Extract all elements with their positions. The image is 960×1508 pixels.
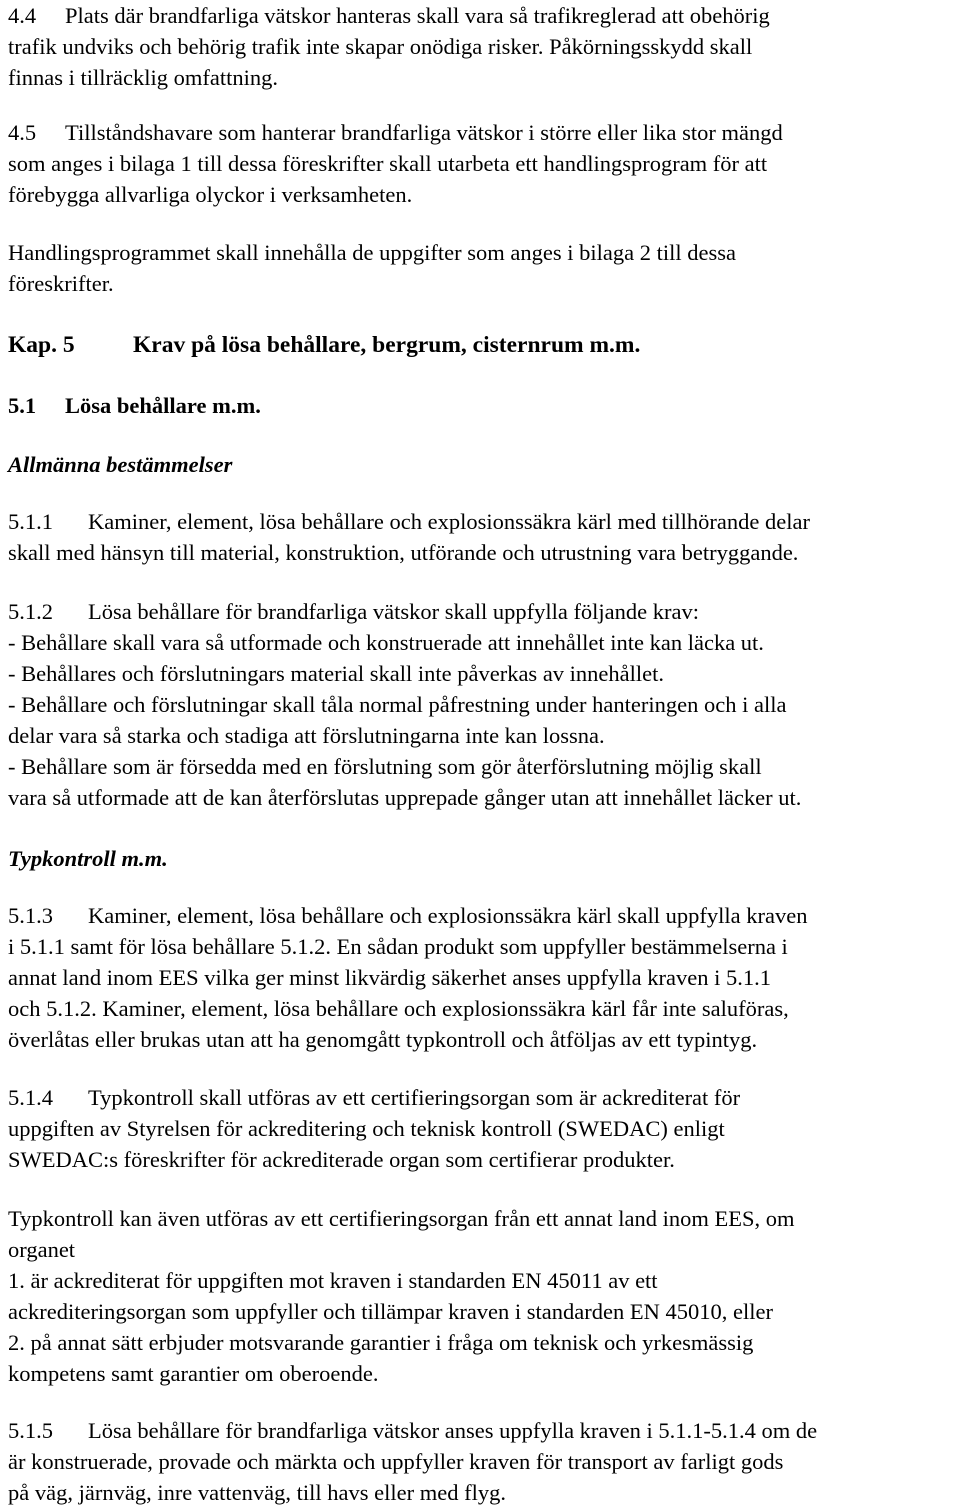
paragraph-line: överlåtas eller brukas utan att ha genomgått typkontroll och åtföljas av ett typintyg.: [8, 1027, 758, 1052]
subheading-allmanna: Allmänna bestämmelser: [8, 452, 233, 477]
paragraph-line: - Behållare och förslutningar skall tåla normal påfrestning under hanteringen och i alla: [8, 692, 787, 717]
paragraph-line: - Behållare skall vara så utformade och konstruerade att innehållet inte kan läcka ut.: [8, 630, 764, 655]
paragraph-number: 5.1.3: [8, 903, 53, 928]
list-item: 2. på annat sätt erbjuder motsvarande garantier i fråga om teknisk och yrkesmässig: [8, 1330, 754, 1355]
paragraph-line: annat land inom EES vilka ger minst likvärdig säkerhet anses uppfylla kraven i 5.1.1: [8, 965, 771, 990]
section-heading: [8, 390, 956, 421]
paragraph-line: är konstruerade, provade och märkta och uppfyller kraven för transport av farligt gods: [8, 1449, 784, 1474]
paragraph-5-1-1: [8, 506, 956, 568]
paragraph-line: vara så utformade att de kan återförslutas upprepade gånger utan att innehållet läcker ut.: [8, 785, 802, 810]
paragraph-line: i 5.1.1 samt för lösa behållare 5.1.2. En sådan produkt som uppfyller bestämmelserna i: [8, 934, 788, 959]
paragraph-line: Kaminer, element, lösa behållare och explosionssäkra kärl skall uppfylla kraven: [88, 903, 808, 928]
paragraph-line: trafik undviks och behörig trafik inte skapar onödiga risker. Påkörningsskydd skall: [8, 34, 753, 59]
paragraph-5-1-3: [8, 900, 956, 1055]
paragraph-line: Lösa behållare för brandfarliga vätskor anses uppfylla kraven i 5.1.1-5.1.4 om de: [88, 1418, 818, 1443]
paragraph-line: Plats där brandfarliga vätskor hanteras skall vara så trafikreglerad att obehörig: [65, 3, 770, 28]
paragraph-line: Tillståndshavare som hanterar brandfarliga vätskor i större eller lika stor mängd: [65, 120, 783, 145]
paragraph-line: på väg, järnväg, inre vattenväg, till havs eller med flyg.: [8, 1480, 506, 1505]
list-item: 1. är ackrediterat för uppgiften mot kraven i standarden EN 45011 av ett: [8, 1268, 658, 1293]
subheading-typkontroll: Typkontroll m.m.: [8, 846, 168, 871]
paragraph-number: 5.1.5: [8, 1418, 53, 1443]
paragraph-number: 4.4: [8, 3, 37, 28]
paragraph-line: Typkontroll kan även utföras av ett certifieringsorgan från ett annat land inom EES, om: [8, 1206, 795, 1231]
paragraph-line: ackrediteringsorgan som uppfyller och tillämpar kraven i standarden EN 45010, eller: [8, 1299, 773, 1324]
chapter-label: Kap. 5: [8, 332, 75, 358]
paragraph-5-1-4: [8, 1082, 956, 1175]
paragraph-line: förebygga allvarliga olyckor i verksamheten.: [8, 182, 413, 207]
paragraph-line: kompetens samt garantier om oberoende.: [8, 1361, 379, 1386]
paragraph-5-1-5: [8, 1415, 956, 1508]
paragraph-line: finnas i tillräcklig omfattning.: [8, 65, 278, 90]
paragraph-line: Kaminer, element, lösa behållare och explosionssäkra kärl med tillhörande delar: [88, 509, 810, 534]
chapter-title: Krav på lösa behållare, bergrum, cisternrum m.m.: [133, 332, 641, 358]
paragraph-number: 5.1.4: [8, 1085, 53, 1110]
paragraph-4-4: [8, 0, 956, 93]
paragraph-line: föreskrifter.: [8, 271, 114, 296]
chapter-heading: [8, 330, 956, 361]
paragraph-line: Typkontroll skall utföras av ett certifieringsorgan som är ackrediterat för: [88, 1085, 741, 1110]
paragraph-number: 4.5: [8, 120, 37, 145]
paragraph-5-1-2: [8, 596, 956, 813]
paragraph-handlingsprogram: [8, 237, 956, 299]
section-number: 5.1: [8, 393, 37, 418]
paragraph-4-5: [8, 117, 956, 210]
paragraph-line: och 5.1.2. Kaminer, element, lösa behållare och explosionssäkra kärl får inte saluföras,: [8, 996, 789, 1021]
paragraph-number: 5.1.1: [8, 509, 53, 534]
paragraph-typkontroll-ees: [8, 1203, 956, 1389]
paragraph-line: SWEDAC:s föreskrifter för ackrediterade organ som certifierar produkter.: [8, 1147, 675, 1172]
paragraph-line: som anges i bilaga 1 till dessa föreskrifter skall utarbeta ett handlingsprogram för att: [8, 151, 768, 176]
paragraph-line: skall med hänsyn till material, konstruktion, utförande och utrustning vara betryggande.: [8, 540, 799, 565]
paragraph-line: - Behållares och förslutningars material skall inte påverkas av innehållet.: [8, 661, 665, 686]
paragraph-number: 5.1.2: [8, 599, 53, 624]
paragraph-line: organet: [8, 1237, 76, 1262]
paragraph-line: delar vara så starka och stadiga att förslutningarna inte kan lossna.: [8, 723, 605, 748]
paragraph-line: Lösa behållare för brandfarliga vätskor skall uppfylla följande krav:: [88, 599, 700, 624]
paragraph-line: uppgiften av Styrelsen för ackreditering och teknisk kontroll (SWEDAC) enligt: [8, 1116, 725, 1141]
paragraph-line: Handlingsprogrammet skall innehålla de uppgifter som anges i bilaga 2 till dessa: [8, 240, 736, 265]
paragraph-line: - Behållare som är försedda med en förslutning som gör återförslutning möjlig skall: [8, 754, 762, 779]
section-title: Lösa behållare m.m.: [65, 393, 261, 418]
